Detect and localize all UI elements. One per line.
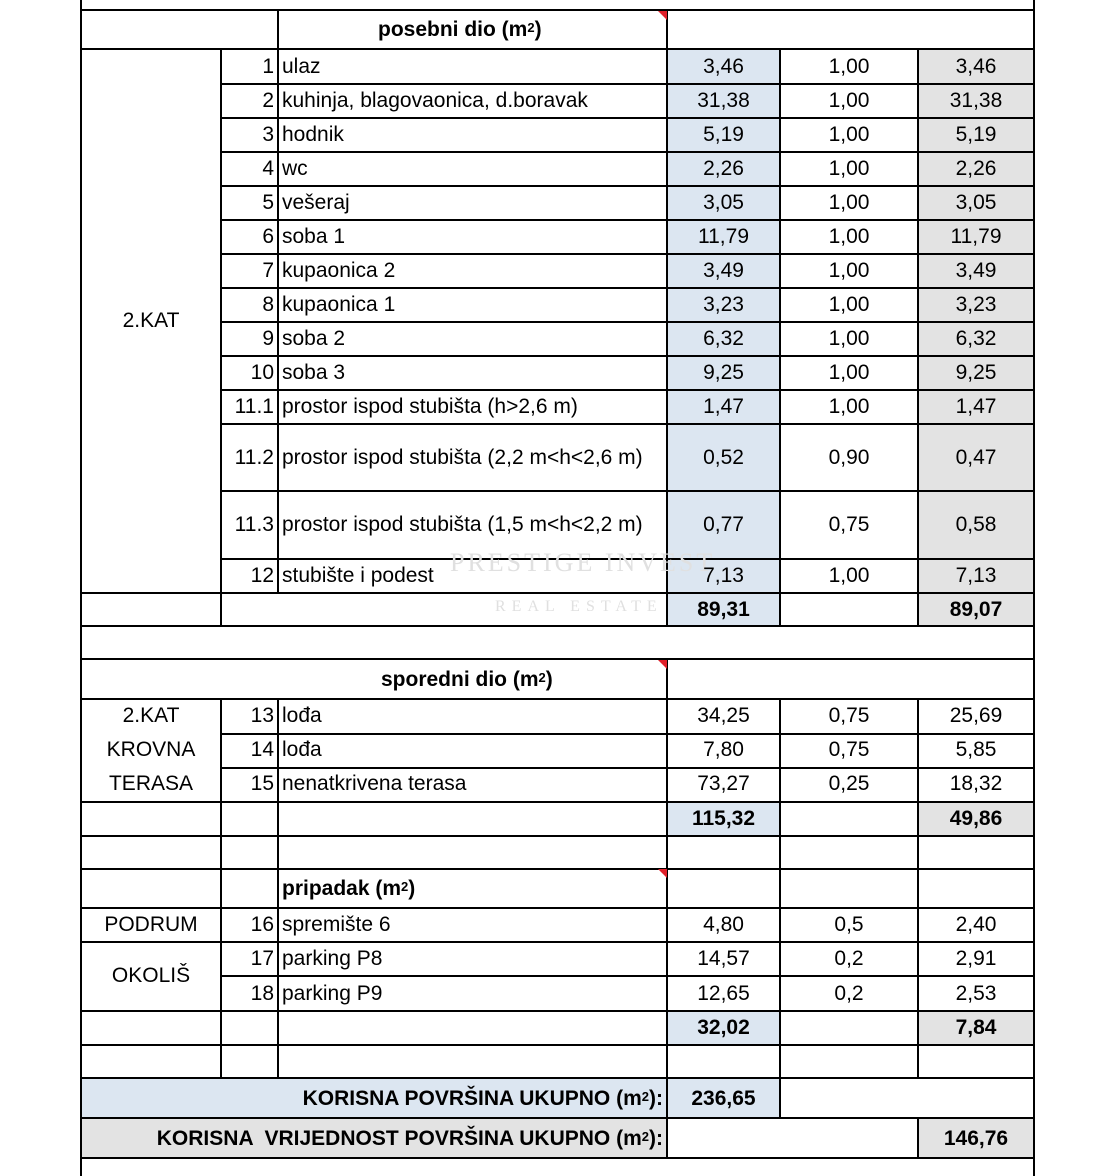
row-number[interactable]: [221, 84, 278, 118]
room-name[interactable]: [278, 356, 667, 390]
row-line: [221, 801, 1034, 803]
room-name-text: parking P8: [282, 947, 383, 970]
room-coefficient[interactable]: [780, 976, 918, 1011]
row-number[interactable]: [221, 322, 278, 356]
room-name-text: hodnik: [282, 123, 344, 146]
room-name-text: nenatkrivena terasa: [282, 772, 467, 795]
posebni-header[interactable]: posebni dio (m $^2$ ): [378, 18, 542, 41]
room-value[interactable]: [918, 288, 1034, 322]
room-coefficient[interactable]: [780, 559, 918, 593]
row-number-text: 10: [250, 361, 274, 384]
korisna-povrsina-label[interactable]: KORISNA POVRŠINA UKUPNO (m $^2$ ):: [302, 1086, 663, 1110]
room-area-text: 3,05: [703, 191, 744, 214]
room-value[interactable]: [918, 118, 1034, 152]
room-name[interactable]: [278, 767, 667, 801]
room-value[interactable]: [918, 699, 1034, 733]
room-coefficient-text: 1,00: [828, 361, 870, 384]
room-area-text: 34,25: [697, 704, 750, 727]
room-coefficient-text: 0,75: [828, 513, 870, 536]
korisna-povrsina-value[interactable]: [667, 1079, 780, 1118]
watermark-text: PRESTIGE INVEST: [450, 548, 716, 577]
row-number[interactable]: [221, 254, 278, 288]
room-value[interactable]: [918, 152, 1034, 186]
room-coefficient-text: 0,75: [828, 738, 870, 761]
row-number[interactable]: [221, 942, 278, 976]
room-coefficient-text: 0,2: [834, 981, 864, 1005]
row-number[interactable]: [221, 152, 278, 186]
room-name-text: soba 2: [282, 327, 346, 350]
closing-paren: ): [408, 876, 416, 900]
room-area-text: 7,13: [703, 564, 744, 587]
room-name[interactable]: [278, 322, 667, 356]
floor-label-text: PODRUM: [104, 913, 198, 936]
col-line: [779, 869, 781, 908]
room-name[interactable]: [278, 288, 667, 322]
room-name-text: lođa: [282, 704, 322, 727]
room-coefficient-text: 0,75: [828, 704, 870, 727]
room-value[interactable]: [918, 254, 1034, 288]
room-area[interactable]: [667, 942, 780, 976]
room-value-text: 6,32: [955, 327, 997, 350]
floor-label[interactable]: [81, 699, 221, 733]
row-number-text: 11.3: [234, 513, 274, 536]
room-area[interactable]: [667, 767, 780, 801]
row-number[interactable]: [221, 186, 278, 220]
pripadak-value-total-text: 7,84: [955, 1016, 997, 1039]
pripadak-header[interactable]: pripadak (m $^2$ ): [282, 876, 416, 900]
korisna-vrijednost-value[interactable]: [918, 1119, 1034, 1158]
floor-label[interactable]: [81, 50, 221, 592]
room-name[interactable]: [278, 186, 667, 220]
room-coefficient-text: 1,00: [828, 293, 870, 316]
room-coefficient[interactable]: [780, 424, 918, 491]
room-coefficient[interactable]: [780, 254, 918, 288]
room-coefficient[interactable]: [780, 322, 918, 356]
floor-label-text: KROVNA: [106, 738, 196, 761]
row-number[interactable]: [221, 767, 278, 801]
floor-label[interactable]: [81, 908, 221, 942]
row-number[interactable]: [221, 491, 278, 559]
sporedni-header-text: sporedni dio (m: [381, 667, 539, 691]
room-area[interactable]: [667, 186, 780, 220]
room-name[interactable]: [278, 559, 667, 593]
room-coefficient[interactable]: [780, 50, 918, 84]
room-value[interactable]: [918, 220, 1034, 254]
room-name[interactable]: [278, 699, 667, 733]
sporedni-value-total-text: 49,86: [949, 807, 1003, 830]
room-area[interactable]: [667, 424, 780, 491]
row-number-text: 1: [262, 55, 274, 78]
room-coefficient[interactable]: [780, 152, 918, 186]
room-name[interactable]: [278, 976, 667, 1011]
floor-label-text: TERASA: [108, 772, 194, 795]
row-number-text: 6: [262, 225, 274, 248]
row-number-text: 9: [262, 327, 274, 350]
row-number[interactable]: [221, 288, 278, 322]
row-number[interactable]: [221, 976, 278, 1011]
room-value-text: 5,19: [955, 123, 997, 146]
comment-marker-icon[interactable]: [658, 869, 667, 878]
room-coefficient[interactable]: [780, 84, 918, 118]
posebni-area-total[interactable]: [667, 593, 780, 626]
row-number-text: 16: [250, 913, 274, 936]
row-line: [81, 801, 221, 803]
closing-paren: ):: [649, 1126, 663, 1150]
room-name-text: spremište 6: [282, 913, 391, 936]
room-area[interactable]: [667, 118, 780, 152]
row-number-text: 15: [250, 772, 274, 795]
row-number-text: 8: [262, 293, 274, 316]
room-coefficient[interactable]: [780, 767, 918, 801]
room-area-text: 73,27: [697, 772, 750, 795]
room-area-text: 12,65: [697, 981, 750, 1005]
room-area[interactable]: [667, 559, 780, 593]
room-value-text: 0,58: [955, 513, 997, 536]
room-value-text: 31,38: [949, 89, 1003, 112]
room-name[interactable]: [278, 733, 667, 767]
room-name-text: ulaz: [282, 55, 321, 78]
room-name[interactable]: [278, 220, 667, 254]
sporedni-header[interactable]: sporedni dio (m $^2$ ): [381, 667, 553, 691]
row-number-text: 14: [250, 738, 274, 761]
room-coefficient[interactable]: [780, 186, 918, 220]
row-number-text: 12: [250, 564, 274, 587]
room-coefficient-text: 1,00: [828, 395, 870, 418]
watermark-subtext: REAL ESTATE: [495, 598, 663, 615]
room-value-text: 3,49: [955, 259, 997, 282]
room-name[interactable]: [278, 491, 667, 559]
room-name-text: vešeraj: [282, 191, 350, 214]
room-value-text: 2,40: [955, 913, 997, 936]
row-line: [81, 1044, 1034, 1046]
row-line: [81, 835, 1034, 837]
room-area-text: 5,19: [703, 123, 744, 146]
pripadak-value-total[interactable]: [918, 1011, 1034, 1045]
room-coefficient[interactable]: [780, 908, 918, 942]
posebni-value-total[interactable]: [918, 593, 1034, 626]
room-coefficient-text: 0,5: [834, 913, 864, 936]
room-value-text: 18,32: [949, 772, 1003, 795]
room-area-text: 14,57: [697, 947, 750, 970]
room-area[interactable]: [667, 84, 780, 118]
room-name[interactable]: [278, 942, 667, 976]
room-name-text: kuhinja, blagovaonica, d.boravak: [282, 89, 588, 112]
row-number[interactable]: [221, 356, 278, 390]
closing-paren: ): [545, 667, 553, 691]
room-coefficient[interactable]: [780, 390, 918, 424]
room-name[interactable]: [278, 84, 667, 118]
row-number-text: 11.2: [234, 445, 274, 469]
room-name[interactable]: [278, 908, 667, 942]
room-name-text: lođa: [282, 738, 322, 761]
row-number-text: 11.1: [234, 395, 274, 418]
room-area-text: 7,80: [703, 738, 744, 761]
room-coefficient-text: 1,00: [828, 123, 870, 146]
room-value[interactable]: [918, 942, 1034, 976]
col-line: [917, 869, 919, 908]
room-area[interactable]: [667, 50, 780, 84]
room-value[interactable]: [918, 424, 1034, 491]
room-value[interactable]: [918, 356, 1034, 390]
pripadak-header-text: pripadak (m: [282, 876, 402, 900]
room-area-text: 3,46: [703, 55, 744, 78]
room-name-text: kupaonica 2: [282, 259, 396, 282]
room-value[interactable]: [918, 767, 1034, 801]
korisna-vrijednost-label-text: KORISNA VRIJEDNOST POVRŠINA UKUPNO (m: [156, 1126, 642, 1150]
room-value[interactable]: [918, 491, 1034, 559]
room-area-text: 11,79: [698, 225, 749, 248]
row-number-text: 4: [262, 157, 274, 180]
floor-label[interactable]: [81, 733, 221, 767]
room-value[interactable]: [918, 390, 1034, 424]
room-coefficient[interactable]: [780, 356, 918, 390]
room-coefficient[interactable]: [780, 491, 918, 559]
room-coefficient-text: 1,00: [828, 55, 870, 78]
room-coefficient-text: 0,90: [828, 445, 870, 469]
row-line: [81, 625, 1034, 627]
room-coefficient-text: 1,00: [828, 259, 870, 282]
floor-label-text: OKOLIŠ: [111, 964, 191, 987]
comment-marker-icon[interactable]: [658, 11, 667, 20]
korisna-povrsina-label-text: KORISNA POVRŠINA UKUPNO (m: [302, 1086, 642, 1110]
room-name[interactable]: [278, 424, 667, 491]
comment-marker-icon[interactable]: [658, 660, 667, 669]
pripadak-area-total-text: 32,02: [697, 1016, 750, 1039]
room-area-text: 1,47: [703, 395, 744, 418]
room-value-text: 9,25: [955, 361, 997, 384]
row-number[interactable]: [221, 733, 278, 767]
room-area[interactable]: [667, 152, 780, 186]
closing-paren: ):: [649, 1086, 663, 1110]
room-name-text: prostor ispod stubišta (1,5 m<h<2,2 m): [282, 513, 643, 536]
room-area-text: 6,32: [703, 327, 744, 350]
vrijednost-empty-cell[interactable]: [668, 1119, 918, 1158]
room-coefficient-text: 1,00: [828, 89, 870, 112]
korisna-vrijednost-label[interactable]: KORISNA VRIJEDNOST POVRŠINA UKUPNO (m $^2$ ):: [156, 1126, 663, 1150]
room-area[interactable]: [667, 390, 780, 424]
room-coefficient-text: 0,25: [828, 772, 870, 795]
room-area-text: 0,52: [703, 445, 744, 469]
row-number-text: 17: [250, 947, 274, 970]
room-area[interactable]: [667, 699, 780, 733]
room-area[interactable]: [667, 254, 780, 288]
room-area-text: 2,26: [703, 157, 744, 180]
room-area-text: 3,23: [703, 293, 744, 316]
row-number[interactable]: [221, 118, 278, 152]
row-number[interactable]: [221, 50, 278, 84]
room-area[interactable]: [667, 491, 780, 559]
col-line: [220, 869, 222, 908]
room-name-text: stubište i podest: [282, 564, 434, 587]
room-coefficient-text: 1,00: [828, 564, 870, 587]
pripadak-area-total[interactable]: [667, 1011, 780, 1045]
floor-label[interactable]: [81, 942, 221, 1010]
room-area[interactable]: [667, 288, 780, 322]
room-value[interactable]: [918, 84, 1034, 118]
room-coefficient[interactable]: [780, 118, 918, 152]
room-area-text: 31,38: [697, 89, 750, 112]
sporedni-area-total[interactable]: [667, 802, 780, 836]
room-coefficient[interactable]: [780, 220, 918, 254]
room-area[interactable]: [667, 733, 780, 767]
posebni-header-text: posebni dio (m: [378, 18, 528, 41]
room-area[interactable]: [667, 322, 780, 356]
room-value-text: 11,79: [950, 225, 1002, 248]
korisna-vrijednost-value-text: 146,76: [943, 1126, 1009, 1150]
row-number[interactable]: [221, 908, 278, 942]
room-name-text: prostor ispod stubišta (2,2 m<h<2,6 m): [282, 445, 643, 469]
room-value-text: 2,91: [955, 947, 997, 970]
korisna-povrsina-value-text: 236,65: [691, 1086, 756, 1110]
row-number[interactable]: [221, 424, 278, 491]
room-name[interactable]: [278, 118, 667, 152]
room-area[interactable]: [667, 976, 780, 1011]
room-coefficient[interactable]: [780, 942, 918, 976]
room-coefficient-text: 1,00: [828, 225, 870, 248]
room-coefficient-text: 0,2: [834, 947, 864, 970]
room-area-text: 3,49: [703, 259, 744, 282]
floor-label-text: 2.KAT: [122, 704, 180, 727]
room-value-text: 3,05: [955, 191, 997, 214]
room-name-text: wc: [282, 157, 308, 180]
row-number-text: 2: [262, 89, 274, 112]
room-value[interactable]: [918, 322, 1034, 356]
room-value-text: 5,85: [955, 738, 997, 761]
room-value[interactable]: [918, 186, 1034, 220]
room-name-text: kupaonica 1: [282, 293, 396, 316]
room-name[interactable]: [278, 50, 667, 84]
room-value-text: 3,46: [955, 55, 997, 78]
room-value[interactable]: [918, 908, 1034, 942]
row-number-text: 13: [250, 704, 274, 727]
room-name[interactable]: [278, 152, 667, 186]
sporedni-value-total[interactable]: [918, 802, 1034, 836]
row-number-text: 3: [262, 123, 274, 146]
room-area[interactable]: [667, 356, 780, 390]
room-name-text: soba 3: [282, 361, 346, 384]
room-coefficient[interactable]: [780, 288, 918, 322]
room-coefficient-text: 1,00: [828, 157, 870, 180]
room-value-text: 1,47: [955, 395, 997, 418]
room-name[interactable]: [278, 390, 667, 424]
floor-label[interactable]: [81, 767, 221, 801]
room-value-text: 2,53: [955, 981, 997, 1005]
row-number-text: 5: [262, 191, 274, 214]
room-value-text: 7,13: [955, 564, 997, 587]
posebni-area-total-text: 89,31: [697, 597, 750, 621]
sporedni-area-total-text: 115,32: [691, 807, 756, 830]
row-number[interactable]: [221, 220, 278, 254]
room-value[interactable]: [918, 976, 1034, 1011]
row-number[interactable]: [221, 559, 278, 593]
room-coefficient[interactable]: [780, 733, 918, 767]
row-number[interactable]: [221, 390, 278, 424]
row-number-text: 18: [250, 981, 274, 1005]
room-value[interactable]: [918, 50, 1034, 84]
room-name-text: parking P9: [282, 981, 383, 1005]
row-number[interactable]: [221, 699, 278, 733]
room-value[interactable]: [918, 733, 1034, 767]
room-value-text: 2,26: [955, 157, 997, 180]
room-name[interactable]: [278, 254, 667, 288]
floor-label-text: 2.KAT: [122, 309, 180, 332]
room-area-text: 9,25: [703, 361, 744, 384]
row-number-text: 7: [262, 259, 274, 282]
row-line: [81, 592, 221, 594]
room-name-text: prostor ispod stubišta (h>2,6 m): [282, 395, 578, 418]
room-value-text: 3,23: [955, 293, 997, 316]
closing-paren: ): [534, 18, 542, 41]
room-area-text: 4,80: [703, 913, 744, 936]
posebni-value-total-text: 89,07: [949, 597, 1003, 621]
room-area[interactable]: [667, 220, 780, 254]
room-coefficient-text: 1,00: [828, 191, 870, 214]
room-name-text: soba 1: [282, 225, 346, 248]
room-area-text: 0,77: [703, 513, 744, 536]
room-value-text: 25,69: [949, 704, 1003, 727]
room-coefficient-text: 1,00: [828, 327, 870, 350]
room-area[interactable]: [667, 908, 780, 942]
room-value-text: 0,47: [955, 445, 997, 469]
room-coefficient[interactable]: [780, 699, 918, 733]
room-value[interactable]: [918, 559, 1034, 593]
